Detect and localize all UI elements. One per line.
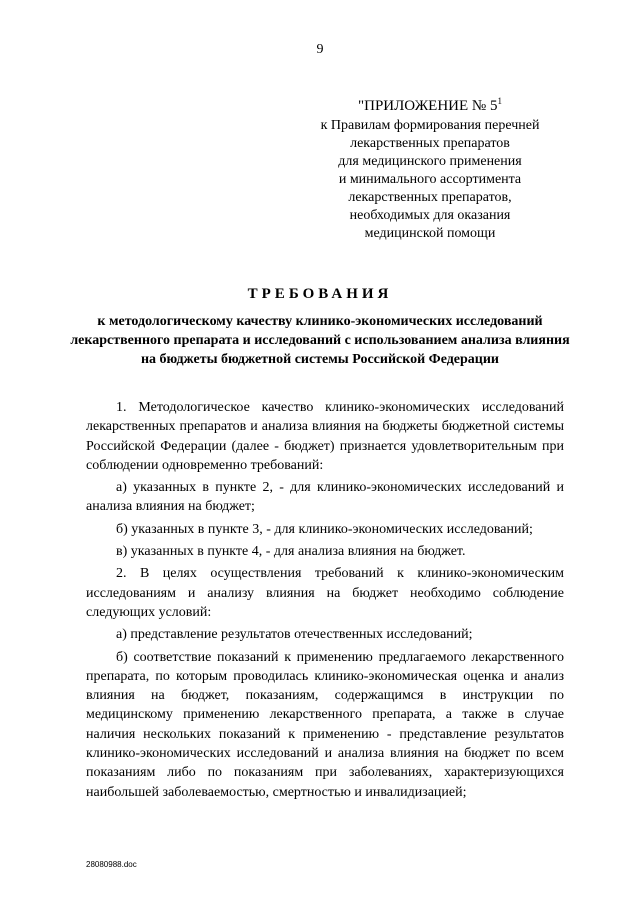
appendix-line: медицинской помощи xyxy=(364,226,496,241)
appendix-block xyxy=(300,92,560,243)
appendix-heading-text: "ПРИЛОЖЕНИЕ № 5 xyxy=(357,98,498,114)
document-title: ТРЕБОВАНИЯ xyxy=(247,286,393,302)
paragraph: а) представление результатов отечественных исследований; xyxy=(116,627,473,643)
appendix-line: для медицинского применения xyxy=(338,154,522,169)
appendix-line: лекарственных препаратов xyxy=(350,136,510,151)
paragraph: 1. Методологическое качество клинико-экономических исследований лекарственных препаратов и анализа влияния на бюджеты бюджетной системы Российской Федерации (далее - бюджет) признается удовлетворительным при соблюдении одновременно требований: xyxy=(86,400,564,473)
appendix-heading xyxy=(300,92,560,115)
paragraph: в) указанных в пункте 4, - для анализа влияния на бюджет. xyxy=(116,544,466,560)
paragraph: б) указанных в пункте 3, - для клинико-экономических исследований; xyxy=(116,521,533,537)
appendix-line: лекарственных препаратов, xyxy=(348,190,512,205)
paragraph: 2. В целях осуществления требований к клинико-экономическим исследованиям и анализу влияния на бюджет необходимо соблюдение следующих условий: xyxy=(86,566,564,620)
paragraph: а) указанных в пункте 2, - для клинико-экономических исследований и анализа влияния на бюджет; xyxy=(86,480,564,515)
document-subtitle: к методологическому качеству клинико-экономических исследований лекарственного препарата и исследований с использованием анализа влияния на бюджеты бюджетной системы Российской Федерации xyxy=(70,314,570,367)
appendix-line: необходимых для оказания xyxy=(349,208,511,223)
file-name-footer: 28080988.doc xyxy=(86,860,137,869)
appendix-superscript: 1 xyxy=(497,96,502,106)
document-body xyxy=(86,398,564,802)
appendix-line: и минимального ассортимента xyxy=(338,172,522,187)
page-number: 9 xyxy=(316,42,324,57)
paragraph: б) соответствие показаний к применению предлагаемого лекарственного препарата, по которым проводилась клинико-экономическая оценка и анализ влияния на бюджет, показаниям, содержащимся в инструкции по медицинскому применению лекарственного препарата, а также в случае наличия нескольких показаний к применению - представление результатов клинико-экономических исследований и анализа влияния на бюджет по всем показаниям либо по показаниям при заболеваниях, характеризующихся наибольшей заболеваемостью, смертностью и инвалидизацией; xyxy=(86,649,564,800)
appendix-line: к Правилам формирования перечней xyxy=(320,118,540,133)
